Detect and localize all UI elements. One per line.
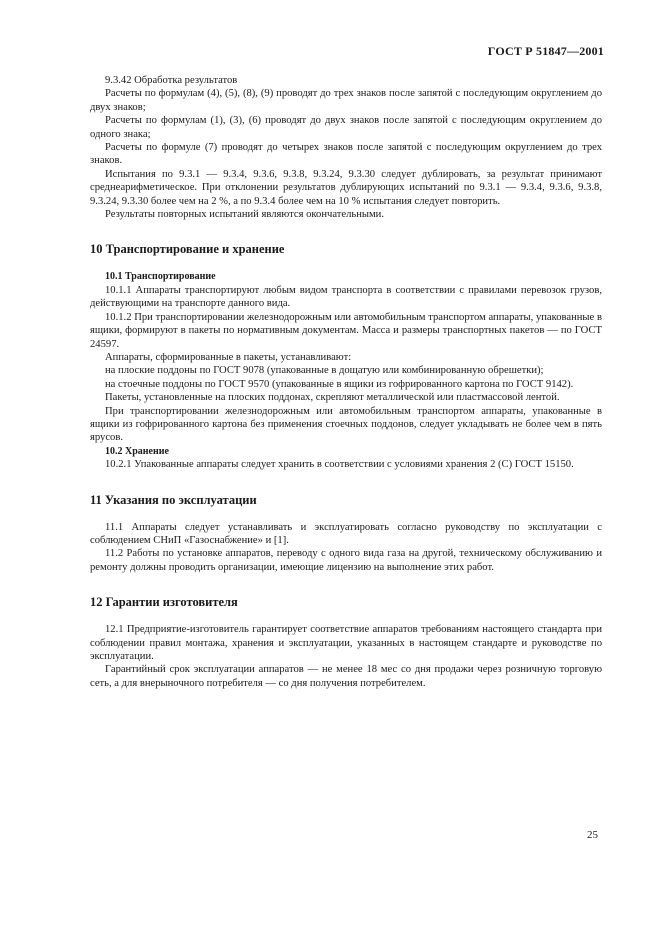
document-code: ГОСТ Р 51847—2001 xyxy=(487,44,604,58)
section-heading-11: 11 Указания по эксплуатации xyxy=(90,492,257,507)
page-number: 25 xyxy=(587,829,598,841)
paragraph: 10.1.1 Аппараты транспортируют любым видом транспорта в соответствии с правилами перевозок грузов, действующими на транспорте данного вида. xyxy=(90,284,602,310)
subsection-heading-10-2: 10.2 Хранение xyxy=(105,445,169,457)
paragraph: на стоечные поддоны по ГОСТ 9570 (упакованные в ящики из гофрированного картона по ГОСТ 9142). xyxy=(105,378,574,390)
paragraph: 11.1 Аппараты следует устанавливать и эксплуатировать согласно руководству по эксплуатации с соблюдением СНиП «Газоснабжение» и [1]. xyxy=(90,521,602,546)
paragraph: Расчеты по формуле (7) проводят до четырех знаков после запятой с последующим округлением до трех знаков. xyxy=(90,142,602,167)
document-body xyxy=(90,74,602,690)
paragraph: Гарантийный срок эксплуатации аппаратов — не менее 18 мес со дня продажи через розничную торговую сеть, а для внерыночного потребителя — со дня получения потребителем. xyxy=(90,664,602,689)
paragraph: При транспортировании железнодорожным или автомобильным транспортом аппараты, упакованные в ящики из гофрированного картона без применения стоечных поддонов, следует укладывать не более чем в пять ярусов. xyxy=(90,405,602,444)
section-heading-10: 10 Транспортирование и хранение xyxy=(90,242,285,257)
paragraph: Расчеты по формулам (1), (3), (6) проводят до двух знаков после запятой с последующим округлением до одного знака; xyxy=(90,115,602,140)
paragraph: Расчеты по формулам (4), (5), (8), (9) проводят до трех знаков после запятой с последующим округлением до двух знаков; xyxy=(90,88,602,113)
paragraph: 10.2.1 Упакованные аппараты следует хранить в соответствии с условиями хранения 2 (С) ГОСТ 15150. xyxy=(105,459,574,471)
paragraph: на плоские поддоны по ГОСТ 9078 (упакованные в дощатую или комбинированную обрешетки); xyxy=(105,365,544,377)
paragraph: Пакеты, установленные на плоских поддонах, скрепляют металлической или пластмассовой лентой. xyxy=(105,392,560,404)
paragraph: 11.2 Работы по установке аппаратов, переводу с одного вида газа на другой, техническому обслуживанию и ремонту должны проводить организации, имеющие лицензию на выполнение этих работ. xyxy=(90,548,602,573)
paragraph: 9.3.42 Обработка результатов xyxy=(105,75,238,86)
paragraph: Аппараты, сформированные в пакеты, устанавливают: xyxy=(105,351,352,363)
subsection-heading-10-1: 10.1 Транспортирование xyxy=(105,271,216,283)
paragraph: Испытания по 9.3.1 — 9.3.4, 9.3.6, 9.3.8, 9.3.24, 9.3.30 следует дублировать, за результат принимают среднеарифметическое. При отклонении результатов дублирующих испытаний по 9.3.1 — 9.3.4, 9.3.6, 9.3.8, 9.3.24, 9.3.30 более чем на 2 %, а по 9.3.4 более чем на 10 % испытания следует повторить. xyxy=(90,168,602,207)
section-heading-12: 12 Гарантии изготовителя xyxy=(90,595,238,610)
paragraph: 10.1.2 При транспортировании железнодорожным или автомобильным транспортом аппараты, упакованные в ящики, формируют в пакеты по нормативным документам. Масса и размеры транспортных пакетов — по ГОСТ 24597. xyxy=(90,311,602,350)
paragraph: 12.1 Предприятие-изготовитель гарантирует соответствие аппаратов требованиям настоящего стандарта при соблюдении правил монтажа, хранения и эксплуатации, указанных в настоящем стандарте и руководстве по эксплуатации. xyxy=(90,624,602,662)
paragraph: Результаты повторных испытаний являются окончательными. xyxy=(105,209,385,221)
